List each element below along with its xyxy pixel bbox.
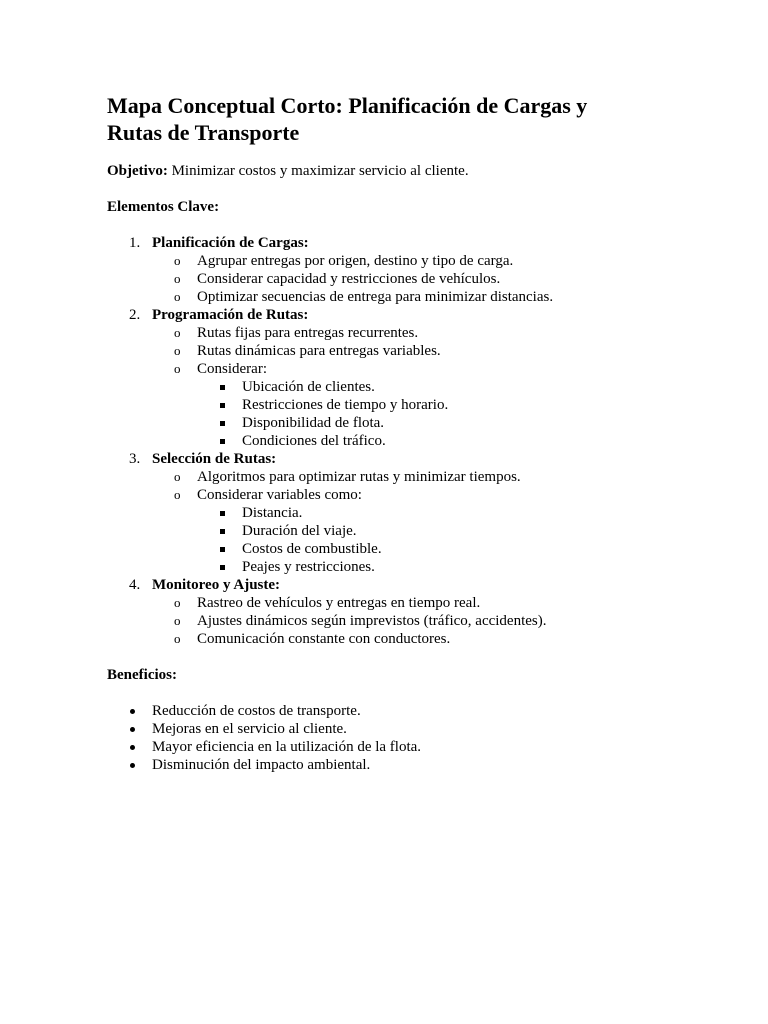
section-item <box>107 234 667 306</box>
document-title: Mapa Conceptual Corto: Planificación de Cargas y Rutas de Transporte <box>107 93 588 145</box>
circle-bullet: o <box>174 253 181 268</box>
section-title: Programación de Rutas: <box>152 307 309 323</box>
nested-list-item <box>197 540 667 558</box>
nested-list-item <box>197 432 667 450</box>
square-bullet-icon <box>220 385 225 390</box>
nested-list-item <box>197 504 667 522</box>
list-item-text: Considerar capacidad y restricciones de vehículos. <box>197 271 501 287</box>
document-page <box>107 88 667 774</box>
list-item <box>152 288 667 306</box>
nested-item-text: Restricciones de tiempo y horario. <box>242 397 449 413</box>
square-bullet-icon <box>220 403 225 408</box>
section-number: 3. <box>129 451 141 467</box>
section-item <box>107 306 667 450</box>
list-item-text: Comunicación constante con conductores. <box>197 631 451 647</box>
circle-bullet: o <box>174 325 181 340</box>
list-item-text: Considerar variables como: <box>197 487 362 503</box>
bullet-dot-icon <box>130 709 135 714</box>
list-item-text: Agrupar entregas por origen, destino y tipo de carga. <box>197 253 514 269</box>
nested-item-text: Duración del viaje. <box>242 523 357 539</box>
list-item <box>152 342 667 360</box>
square-bullet-icon <box>220 565 225 570</box>
circle-bullet: o <box>174 361 181 376</box>
square-bullet-icon <box>220 421 225 426</box>
objective-label: Objetivo: <box>107 163 168 179</box>
circle-bullet: o <box>174 343 181 358</box>
bullet-dot-icon <box>130 727 135 732</box>
list-item <box>152 486 667 576</box>
list-item-text: Optimizar secuencias de entrega para minimizar distancias. <box>197 289 554 305</box>
benefit-text: Mayor eficiencia en la utilización de la flota. <box>152 739 422 755</box>
list-item-text: Rutas fijas para entregas recurrentes. <box>197 325 419 341</box>
benefits-list <box>107 702 667 774</box>
circle-bullet: o <box>174 595 181 610</box>
benefits-heading: Beneficios: <box>107 667 177 683</box>
list-item-text: Rutas dinámicas para entregas variables. <box>197 343 441 359</box>
benefit-item <box>107 702 667 720</box>
nested-item-text: Disponibilidad de flota. <box>242 415 385 431</box>
list-item <box>152 252 667 270</box>
nested-list-item <box>197 378 667 396</box>
benefit-item <box>107 756 667 774</box>
section-items-list <box>152 594 667 648</box>
section-number: 2. <box>129 307 141 323</box>
bullet-dot-icon <box>130 745 135 750</box>
list-item <box>152 360 667 450</box>
nested-list <box>197 378 667 450</box>
list-item <box>152 594 667 612</box>
nested-list-item <box>197 396 667 414</box>
nested-list-item <box>197 522 667 540</box>
nested-item-text: Distancia. <box>242 505 303 521</box>
section-number: 1. <box>129 235 141 251</box>
bullet-dot-icon <box>130 763 135 768</box>
section-title: Selección de Rutas: <box>152 451 277 467</box>
circle-bullet: o <box>174 469 181 484</box>
section-title: Monitoreo y Ajuste: <box>152 577 281 593</box>
benefit-item <box>107 738 667 756</box>
objective-text: Minimizar costos y maximizar servicio al cliente. <box>167 163 469 179</box>
list-item <box>152 324 667 342</box>
benefit-text: Reducción de costos de transporte. <box>152 703 361 719</box>
circle-bullet: o <box>174 271 181 286</box>
elements-heading: Elementos Clave: <box>107 199 220 215</box>
benefit-text: Disminución del impacto ambiental. <box>152 757 371 773</box>
list-item-text: Ajustes dinámicos según imprevistos (tráfico, accidentes). <box>197 613 547 629</box>
list-item <box>152 612 667 630</box>
key-elements-list <box>107 234 667 648</box>
circle-bullet: o <box>174 613 181 628</box>
nested-list <box>197 504 667 576</box>
list-item-text: Rastreo de vehículos y entregas en tiempo real. <box>197 595 481 611</box>
nested-list-item <box>197 558 667 576</box>
section-items-list <box>152 468 667 576</box>
benefit-item <box>107 720 667 738</box>
section-item <box>107 450 667 576</box>
circle-bullet: o <box>174 289 181 304</box>
nested-item-text: Condiciones del tráfico. <box>242 433 386 449</box>
objective-paragraph <box>107 162 667 180</box>
list-item <box>152 630 667 648</box>
section-items-list <box>152 324 667 450</box>
list-item-text: Considerar: <box>197 361 267 377</box>
list-item-text: Algoritmos para optimizar rutas y minimizar tiempos. <box>197 469 521 485</box>
section-item <box>107 576 667 648</box>
square-bullet-icon <box>220 511 225 516</box>
square-bullet-icon <box>220 439 225 444</box>
section-number: 4. <box>129 577 141 593</box>
square-bullet-icon <box>220 529 225 534</box>
list-item <box>152 468 667 486</box>
circle-bullet: o <box>174 487 181 502</box>
list-item <box>152 270 667 288</box>
nested-item-text: Ubicación de clientes. <box>242 379 375 395</box>
nested-list-item <box>197 414 667 432</box>
circle-bullet: o <box>174 631 181 646</box>
benefit-text: Mejoras en el servicio al cliente. <box>152 721 347 737</box>
section-title: Planificación de Cargas: <box>152 235 309 251</box>
nested-item-text: Costos de combustible. <box>242 541 382 557</box>
nested-item-text: Peajes y restricciones. <box>242 559 375 575</box>
square-bullet-icon <box>220 547 225 552</box>
section-items-list <box>152 252 667 306</box>
